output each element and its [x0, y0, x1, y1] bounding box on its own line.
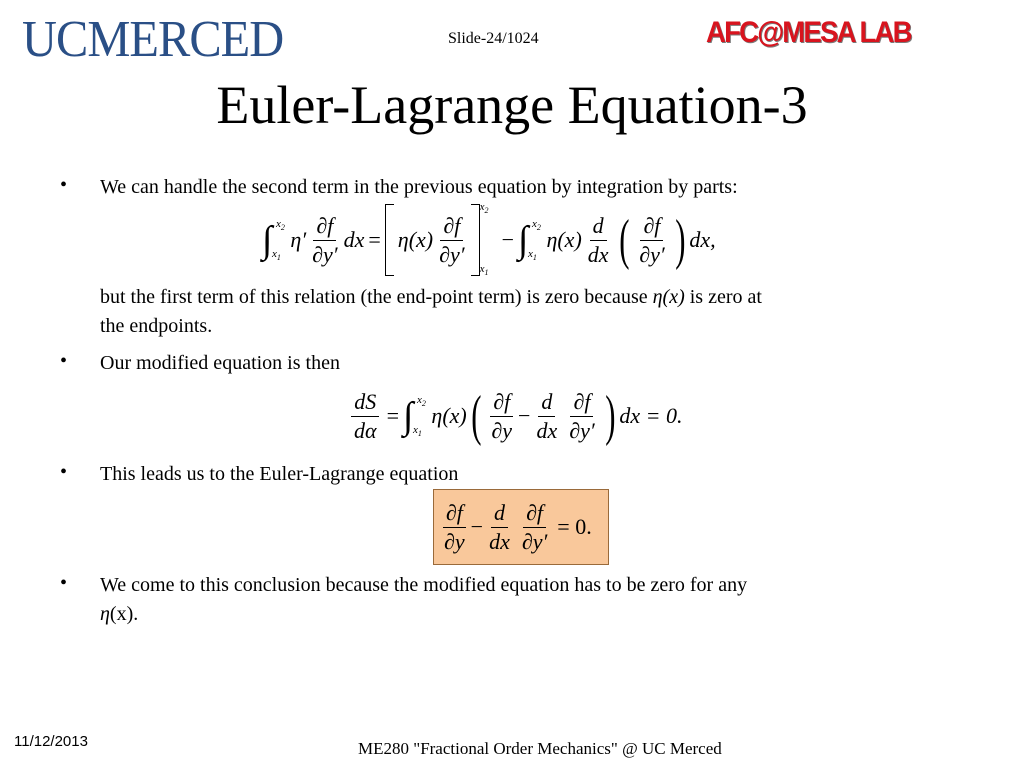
- bullet-marker: •: [60, 174, 68, 196]
- bullet-marker: •: [60, 572, 68, 594]
- modified-equation: $\frac{dS}{d\alpha}$ = ∫ $x_2$ $x_1$ η (x) ( $\frac{\partial f}{\partial y}$ − $\frac{d}{dx}$ $\frac{\partial f}{\partial y'}$ ) dx = 0.: [348, 378, 682, 454]
- footer-course: ME280 "Fractional Order Mechanics" @ UC Merced: [358, 739, 722, 758]
- bullet-text-modified-equation: Our modified equation is then: [100, 352, 340, 374]
- endpoint-term-explanation: but the first term of this relation (the end-point term) is zero because η(x) is zero at: [100, 286, 762, 308]
- integral-sign: ∫ $x_2$ $x_1$: [402, 394, 426, 439]
- euler-lagrange-equation: $\frac{\partial f}{\partial y}$ − $\frac{d}{dx}$ $\frac{\partial f}{\partial y'}$ = 0.: [444, 499, 592, 554]
- bullet-text-conclusion: We come to this conclusion because the modified equation has to be zero for any: [100, 574, 748, 596]
- bullet-text-euler-lagrange: This leads us to the Euler-Lagrange equation: [100, 463, 459, 485]
- bullet-text-conclusion-line2: η(x).: [100, 603, 139, 625]
- bullet-text-integration-by-parts: We can handle the second term in the previous equation by integration by parts:: [100, 176, 738, 198]
- ucmerced-logo: UCMERCED: [22, 11, 284, 68]
- integral-sign: ∫ $x_2$ $x_1$: [518, 218, 541, 263]
- bullet-marker: •: [60, 350, 68, 372]
- slide-title: Euler-Lagrange Equation-3: [216, 75, 808, 135]
- endpoint-term-explanation-line2: the endpoints.: [100, 315, 213, 337]
- right-bracket: [471, 204, 480, 276]
- bullet-marker: •: [60, 461, 68, 483]
- integral-sign: ∫ $x_2$ $x_1$: [262, 218, 285, 263]
- left-bracket: [385, 204, 394, 276]
- footer-date: 11/12/2013: [14, 733, 88, 750]
- euler-lagrange-equation-box: [433, 489, 609, 565]
- integration-by-parts-equation: ∫ $x_2$ $x_1$ η′ $\frac{\partial f}{\partial y'}$ dx = η (x) $\frac{\partial f}{\partial y'}$ $x_2$ $x_1$ − ∫ $x_2$ $x_1$ η (x) $\frac{d}{dx}$ ( $\frac{\partial f}{\partial y'}$ ) dx,: [262, 201, 716, 278]
- slide-number: Slide-24/1024: [448, 30, 539, 47]
- afc-mesa-lab-logo: AFC@MESA LAB: [706, 16, 911, 49]
